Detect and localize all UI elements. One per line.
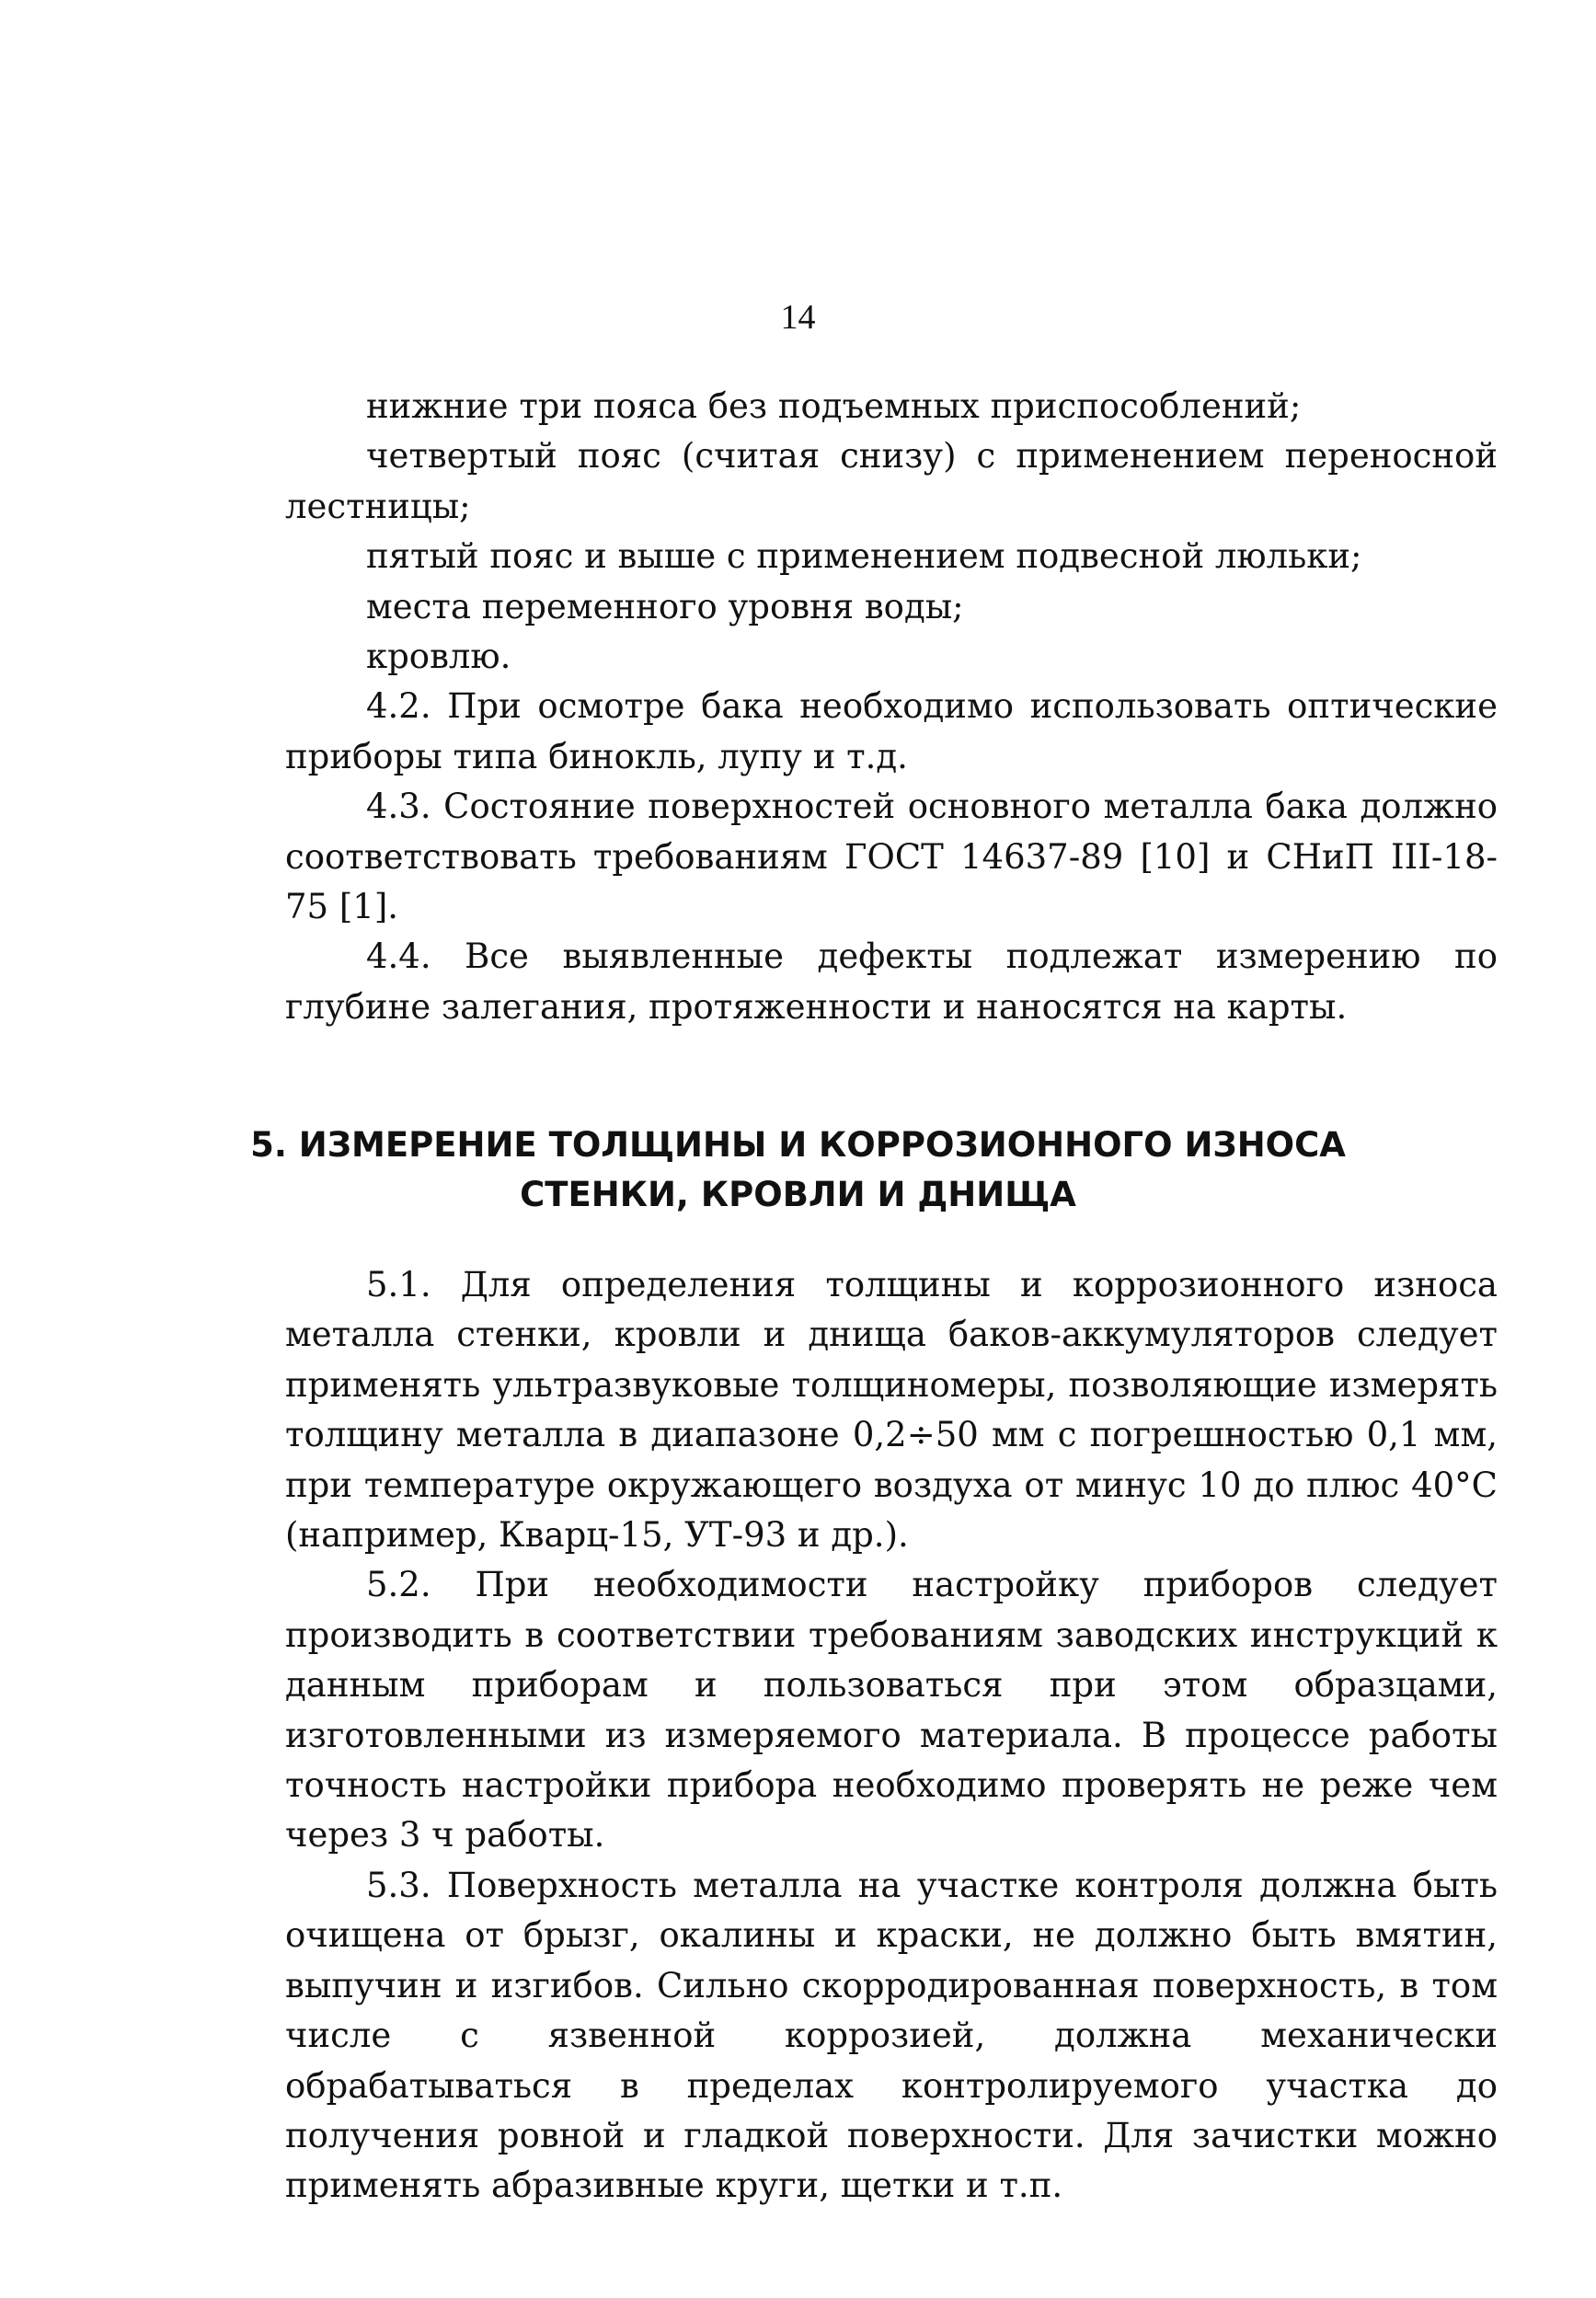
paragraph-5-2: 5.2. При необходимости настройку приборов следует производить в соответствии требованиям заводских инструкций к данным приборам и пользоваться при этом образцами, изготовленными из измеряемого материала. В процессе работы точность настройки прибора необходимо проверять не реже чем через 3 ч работы. (285, 1565, 1498, 1856)
section-5-heading (0, 1120, 1596, 1220)
list-item: четвертый пояс (считая снизу) с применением переносной лестницы; (285, 436, 1498, 526)
paragraph-4-4: 4.4. Все выявленные дефекты подлежат измерению по глубине залегания, протяженности и наносятся на карты. (285, 936, 1498, 1027)
section-5-body (285, 1260, 1498, 2212)
page-number: 14 (780, 298, 816, 337)
section-4-continuation (285, 382, 1498, 1032)
list-item: места переменного уровня воды; (366, 586, 964, 626)
list-item: нижние три пояса без подъемных приспособлений; (366, 386, 1302, 426)
section-heading-line: 5. ИЗМЕРЕНИЕ ТОЛЩИНЫ И КОРРОЗИОННОГО ИЗНОСА (250, 1125, 1346, 1165)
paragraph-5-1: 5.1. Для определения толщины и коррозионного износа металла стенки, кровли и днища баков-аккумуляторов следует применять ультразвуковые толщиномеры, позволяющие измерять толщину металла в диапазоне 0,2÷50 мм с погрешностью 0,1 мм, при температуре окружающего воздуха от минус 10 до плюс 40°С (например, Кварц-15, УТ-93 и др.). (285, 1265, 1498, 1556)
paragraph-5-3: 5.3. Поверхность металла на участке контроля должна быть очищена от брызг, окалины и краски, не должно быть вмятин, выпучин и изгибов. Сильно скорродированная поверхность, в том числе с язвенной коррозией, должна механически обрабатываться в пределах контролируемого участка до получения ровной и гладкой поверхности. Для зачистки можно применять абразивные круги, щетки и т.п. (285, 1865, 1498, 2206)
list-item: пятый пояс и выше с применением подвесной люльки; (366, 536, 1362, 577)
list-item: кровлю. (366, 637, 511, 677)
section-heading-line: СТЕНКИ, КРОВЛИ И ДНИЩА (520, 1175, 1076, 1214)
paragraph-4-2: 4.2. При осмотре бака необходимо использовать оптические приборы типа бинокль, лупу и т.д. (285, 686, 1498, 776)
paragraph-4-3: 4.3. Состояние поверхностей основного металла бака должно соответствовать требованиям ГОСТ 14637-89 [10] и СНиП III-18-75 [1]. (285, 787, 1498, 927)
